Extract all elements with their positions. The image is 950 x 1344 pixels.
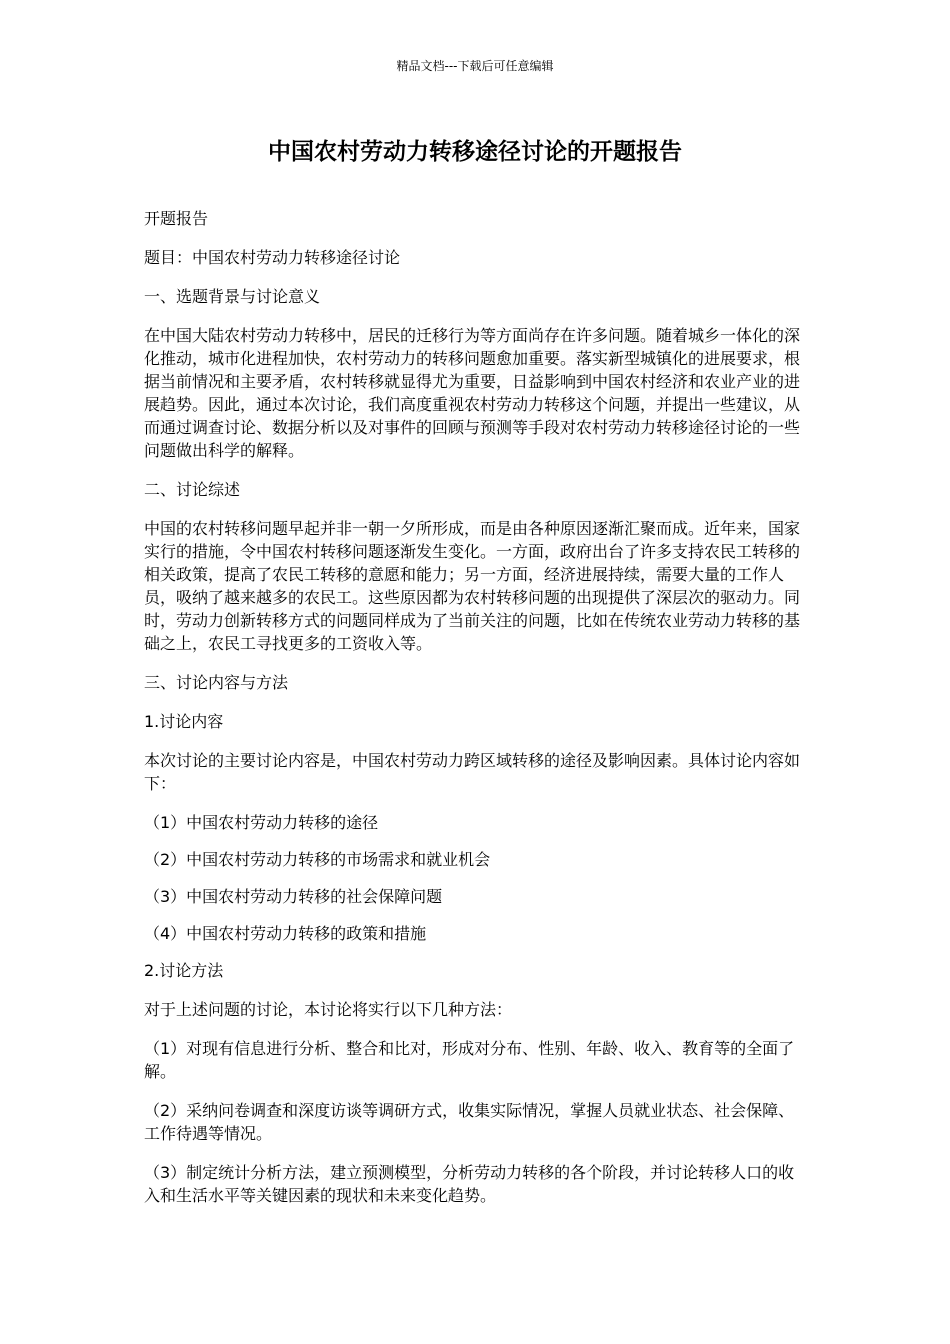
content-item: （3）中国农村劳动力转移的社会保障问题: [144, 887, 443, 906]
method-item: （1）对现有信息进行分析、整合和比对，形成对分布、性别、年龄、收入、教育等的全面了解。: [144, 1039, 795, 1081]
subsection-1-heading: 1.讨论内容: [144, 712, 224, 731]
document-body: [144, 207, 808, 1223]
section-2-paragraph: 中国的农村转移问题早起并非一朝一夕所形成，而是由各种原因逐渐汇聚而成。近年来，国家实行的措施，令中国农村转移问题逐渐发生变化。一方面，政府出台了许多支持农民工转移的相关政策，提高了农民工转移的意愿和能力；另一方面，经济进展持续，需要大量的工作人员，吸纳了越来越多的农民工。这些原因都为农村转移问题的出现提供了深层次的驱动力。同时，劳动力创新转移方式的问题同样成为了当前关注的问题，比如在传统农业劳动力转移的基础之上，农民工寻找更多的工资收入等。: [144, 519, 801, 653]
report-label: 开题报告: [144, 209, 209, 228]
content-item: （1）中国农村劳动力转移的途径: [144, 813, 379, 832]
page-header: 精品文档---下载后可任意编辑: [396, 59, 554, 73]
section-1-heading: 一、选题背景与讨论意义: [144, 287, 321, 306]
section-1-paragraph: 在中国大陆农村劳动力转移中，居民的迁移行为等方面尚存在许多问题。随着城乡一体化的深化推动，城市化进程加快，农村劳动力的转移问题愈加重要。落实新型城镇化的进展要求，根据当前情况和主要矛盾，农村转移就显得尤为重要，日益影响到中国农村经济和农业产业的进展趋势。因此，通过本次讨论，我们高度重视农村劳动力转移这个问题，并提出一些建议，从而通过调查讨论、数据分析以及对事件的回顾与预测等手段对农村劳动力转移途径讨论的一些问题做出科学的解释。: [144, 326, 801, 460]
document-title: 中国农村劳动力转移途径讨论的开题报告: [268, 139, 682, 165]
subsection-1-paragraph: 本次讨论的主要讨论内容是，中国农村劳动力跨区域转移的途径及影响因素。具体讨论内容如下：: [144, 751, 801, 793]
content-item: （2）中国农村劳动力转移的市场需求和就业机会: [144, 850, 491, 869]
content-item: （4）中国农村劳动力转移的政策和措施: [144, 924, 427, 943]
topic-line: 题目：中国农村劳动力转移途径讨论: [144, 248, 401, 267]
section-3-heading: 三、讨论内容与方法: [144, 673, 289, 692]
section-2-heading: 二、讨论综述: [144, 480, 241, 499]
method-item: （2）采纳问卷调查和深度访谈等调研方式，收集实际情况，掌握人员就业状态、社会保障、工作待遇等情况。: [144, 1101, 795, 1143]
subsection-2-heading: 2.讨论方法: [144, 961, 224, 980]
method-item: （3）制定统计分析方法，建立预测模型，分析劳动力转移的各个阶段，并讨论转移人口的收入和生活水平等关键因素的现状和未来变化趋势。: [144, 1163, 795, 1205]
subsection-2-paragraph: 对于上述问题的讨论，本讨论将实行以下几种方法：: [144, 1000, 513, 1019]
